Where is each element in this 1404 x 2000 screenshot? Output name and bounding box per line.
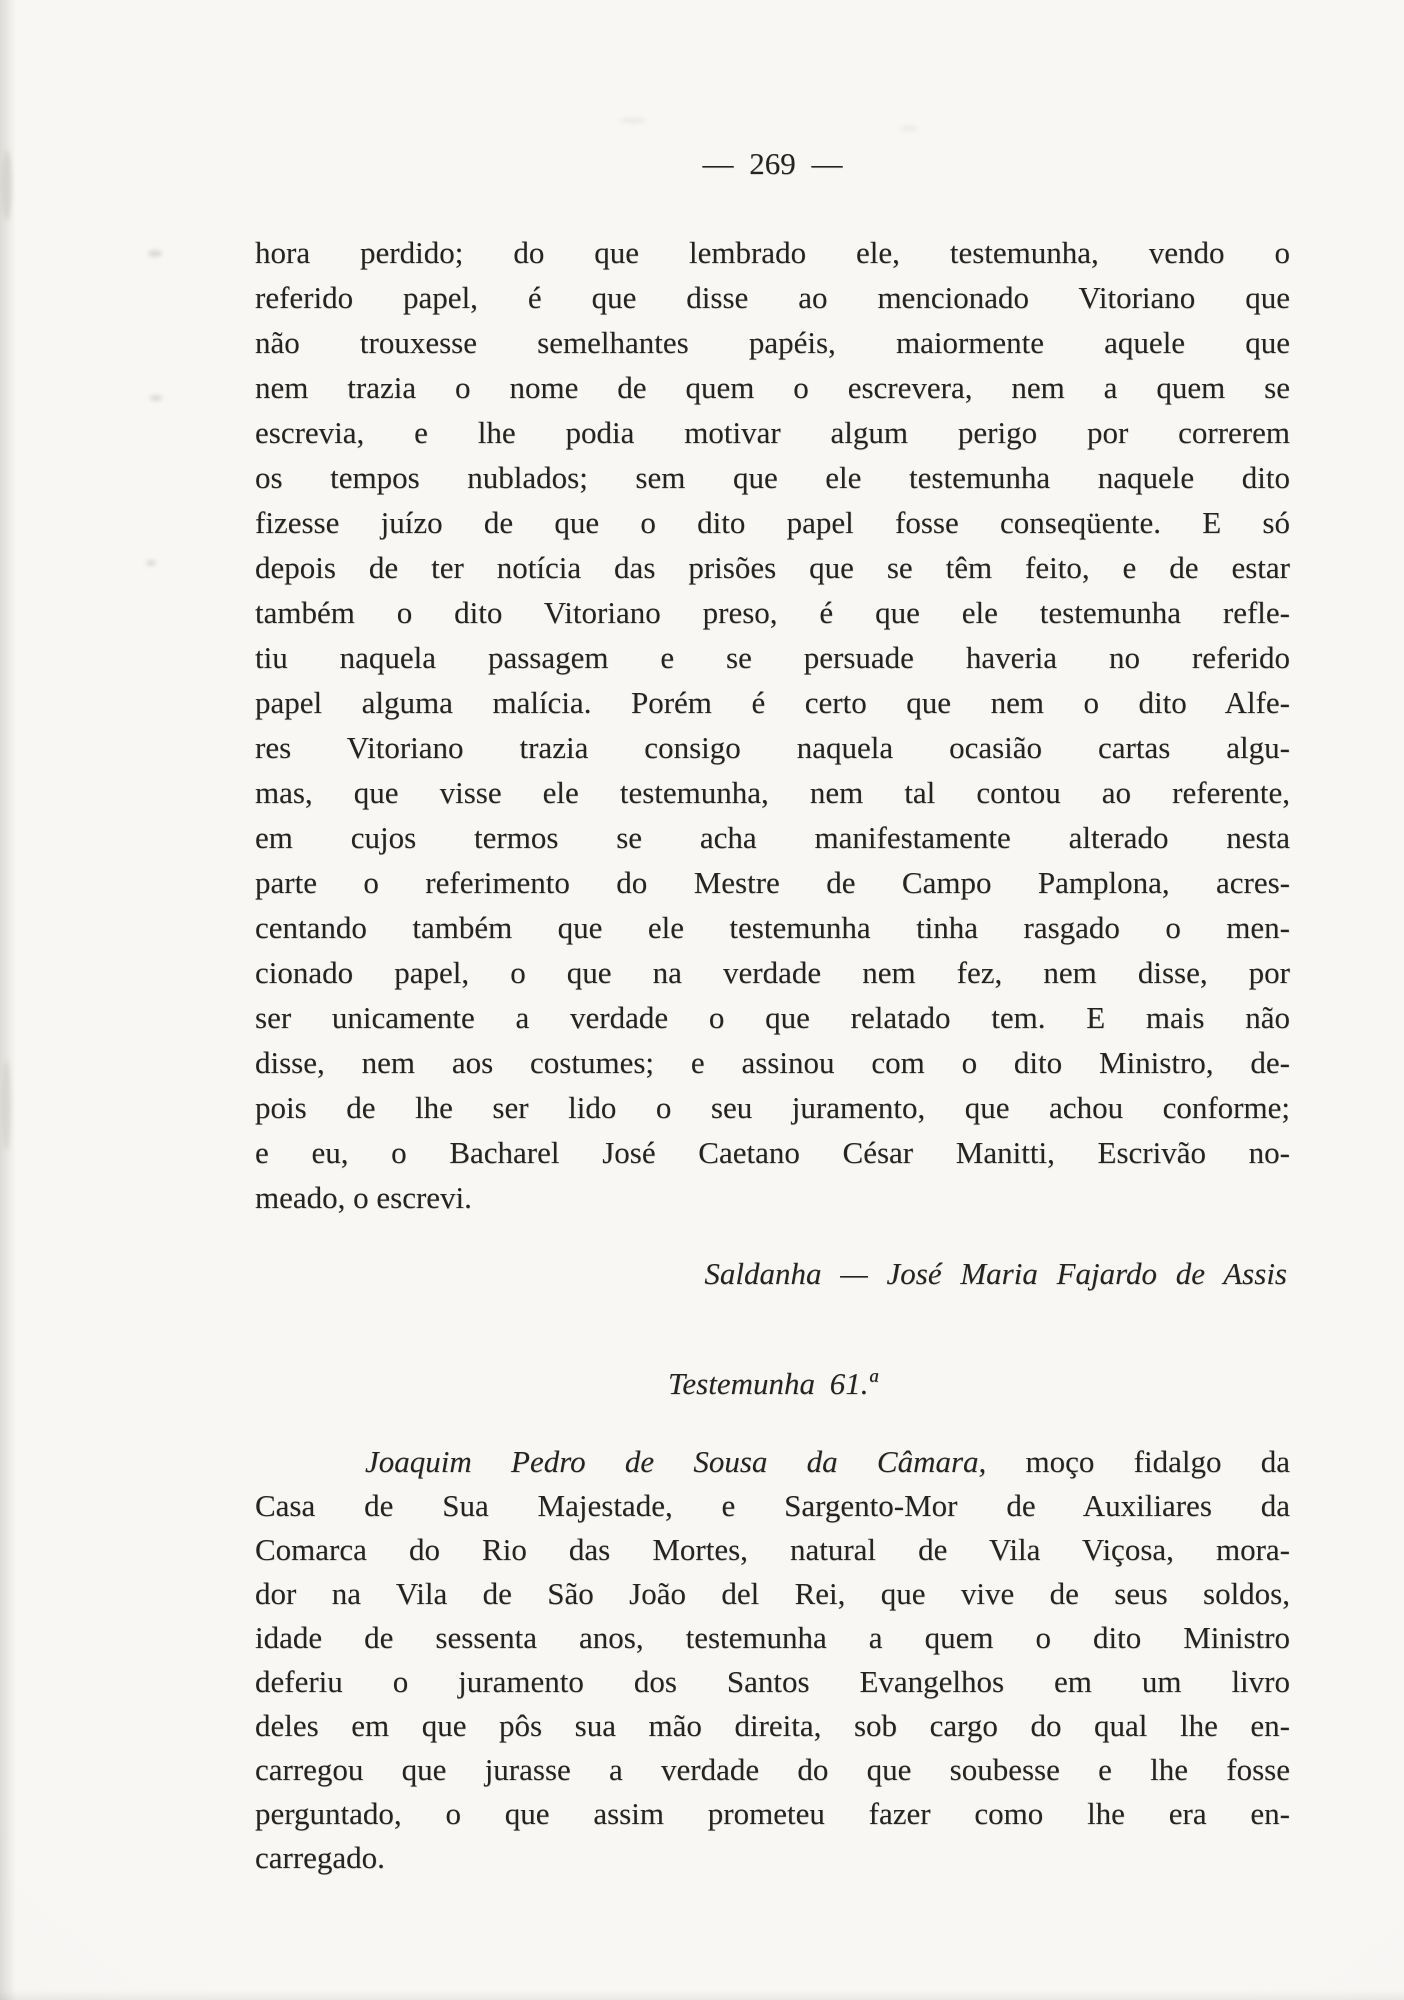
scan-speckle [2,150,12,220]
text-line: deles em que pôs sua mão direita, sob cargo do qual lhe en- [255,1708,1290,1743]
scan-edge-shadow-bottom [0,1990,1404,2000]
text-line: papel alguma malícia. Porém é certo que nem o dito Alfe- [255,685,1290,720]
text-line: tiu naquela passagem e se persuade haveria no referido [255,640,1290,675]
text-line: Comarca do Rio das Mortes, natural de Vila Viçosa, mora- [255,1532,1290,1567]
text-line: deferiu o juramento dos Santos Evangelhos em um livro [255,1664,1290,1699]
scan-edge-shadow [0,0,16,2000]
text-line: mas, que visse ele testemunha, nem tal contou ao referente, [255,775,1290,810]
text-line: também o dito Vitoriano preso, é que ele testemunha refle- [255,595,1290,630]
paragraph-testimony-continuation [255,230,1290,1220]
text-line: idade de sessenta anos, testemunha a quem o dito Ministro [255,1620,1290,1655]
text-line: carregou que jurasse a verdade do que soubesse e lhe fosse [255,1752,1290,1787]
scan-speckle [148,250,162,257]
text-line: disse, nem aos costumes; e assinou com o dito Ministro, de- [255,1045,1290,1080]
text-line: centando também que ele testemunha tinha rasgado o men- [255,910,1290,945]
text-line: dor na Vila de São João del Rei, que vive de seus soldos, [255,1576,1290,1611]
text-line: parte o referimento do Mestre de Campo Pamplona, acres- [255,865,1290,900]
text-line: carregado. [255,1840,385,1875]
text-line: fizesse juízo de que o dito papel fosse conseqüente. E só [255,505,1290,540]
text-line: cionado papel, o que na verdade nem fez, nem disse, por [255,955,1290,990]
scan-speckle [2,1060,11,1150]
text-line: hora perdido; do que lembrado ele, testemunha, vendo o [255,235,1290,270]
text-line: res Vitoriano trazia consigo naquela ocasião cartas algu- [255,730,1290,765]
text-line: referido papel, é que disse ao mencionado Vitoriano que [255,280,1290,315]
scan-speckle [900,126,918,131]
scan-speckle [620,118,646,123]
text-line: os tempos nublados; sem que ele testemunha naquele dito [255,460,1290,495]
page-number: — 269 — [702,146,843,181]
text-line: não trouxesse semelhantes papéis, maiormente aquele que [255,325,1290,360]
text-line: ser unicamente a verdade o que relatado tem. E mais não [255,1000,1290,1035]
text-line: nem trazia o nome de quem o escrevera, nem a quem se [255,370,1290,405]
section-heading-witness-61: Testemunha 61.ª [667,1366,878,1401]
text-line: depois de ter notícia das prisões que se têm feito, e de estar [255,550,1290,585]
text-line: escrevia, e lhe podia motivar algum perigo por correrem [255,415,1290,450]
text-line: pois de lhe ser lido o seu juramento, que achou conforme; [255,1090,1290,1125]
text-line [255,1440,1290,1484]
text-line: em cujos termos se acha manifestamente alterado nesta [255,820,1290,855]
text-line: meado, o escrevi. [255,1180,472,1215]
text-line-rest: moço fidalgo da [986,1444,1290,1479]
text-line: e eu, o Bacharel José Caetano César Manitti, Escrivão no- [255,1135,1290,1170]
signature-line: Saldanha — José Maria Fajardo de Assis [704,1256,1287,1291]
witness-name-italic: Joaquim Pedro de Sousa da Câmara, [365,1444,987,1479]
text-line: Casa de Sua Majestade, e Sargento-Mor de Auxiliares da [255,1488,1290,1523]
scan-speckle [146,560,156,566]
text-line: perguntado, o que assim prometeu fazer como lhe era en- [255,1796,1290,1831]
scan-speckle [150,395,162,401]
paragraph-witness-61 [255,1440,1290,1880]
